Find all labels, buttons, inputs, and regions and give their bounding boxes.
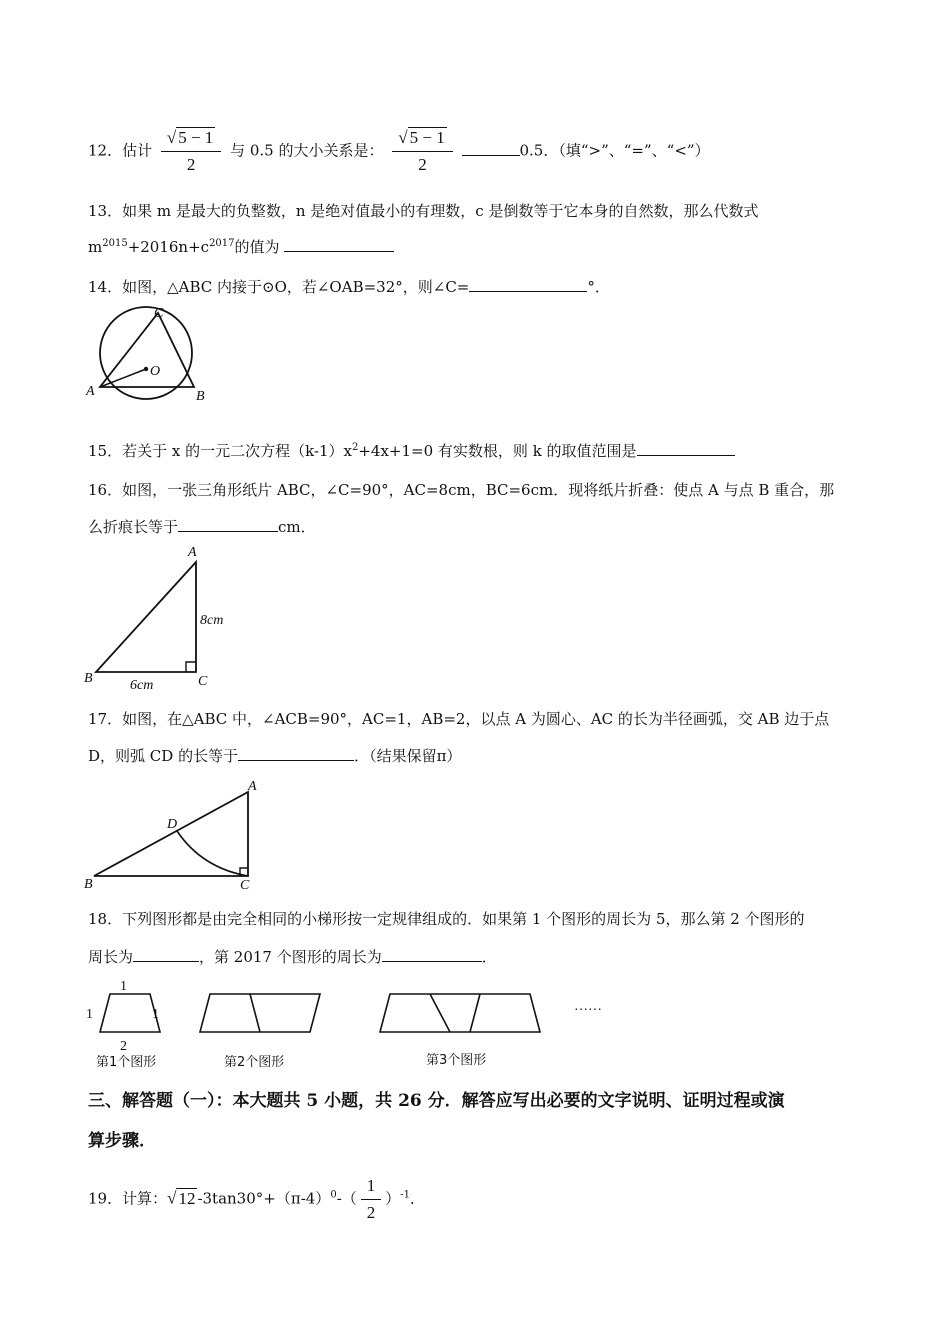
question-18: 18．下列图形都是由完全相同的小梯形按一定规律组成的．如果第 1 个图形的周长为 5，那么第 2 个图形的 (88, 910, 805, 928)
q18-text1: 周长为 (88, 948, 134, 966)
question-19: 19．计算：√ 12 $-3\tan 30^\circ+(\pi-4)^0-$（ $\frac{1}{2}$ ）$^{-1}$． (88, 1176, 426, 1222)
q19-exp: -1 (400, 1189, 411, 1201)
fraction-2: $\frac{√ 5 - 1}{2}$ (392, 128, 452, 175)
q19-close: ） (385, 1189, 401, 1208)
q15-exp: 2 (351, 442, 359, 453)
center-point (144, 367, 148, 371)
label-ac: 8cm (200, 613, 224, 628)
label-c: C (198, 674, 208, 689)
section-3-heading-line2: 算步骤． (88, 1131, 156, 1151)
figure-3 (380, 994, 540, 1032)
q13-tail: 的值为 (234, 238, 280, 256)
figure-q18 (84, 974, 624, 1076)
q19-mid: -3tan30°+（π-4） (197, 1189, 331, 1208)
q16-tail: cm． (278, 518, 316, 536)
answer-blank[interactable] (637, 441, 735, 456)
q19-radicand: 12 (178, 1188, 196, 1208)
q19-frac-num: 1 (361, 1176, 382, 1200)
q17-tail: ．（结果保留π） (354, 747, 462, 765)
caption-2: 第2个图形 (224, 1055, 285, 1070)
q12-label: 12．估计 (88, 141, 153, 160)
question-14 (88, 276, 610, 297)
question-17-line2 (88, 745, 461, 766)
q19-end: ． (410, 1189, 426, 1208)
question-15 (88, 440, 735, 461)
answer-blank[interactable] (284, 237, 394, 252)
question-13-line2 (88, 236, 394, 257)
q19-fraction (361, 1176, 382, 1223)
label-b: B (196, 389, 205, 404)
q14-tail: °． (587, 278, 610, 296)
figure-3-divider-1 (430, 994, 450, 1032)
triangle-abc (100, 313, 194, 387)
label-a: A (86, 384, 95, 399)
fraction-2-denominator: 2 (418, 155, 427, 174)
q13-mid: +2016n+c (127, 238, 210, 256)
question-18-line2 (88, 946, 497, 967)
figure-q16 (84, 542, 244, 692)
fraction-1-denominator: 2 (186, 155, 196, 174)
fraction-2-numerator: 5 − 1 (409, 128, 445, 147)
section-3-heading: 三、解答题（一）：本大题共 5 小题，共 26 分．解答应写出必要的文字说明、证明过程或演 (88, 1091, 785, 1111)
figure-q14 (86, 305, 216, 405)
q12-text: 与 0.5 的大小关系是： (230, 141, 384, 160)
q12-tail: 0.5．（填“>”、“=”、“<”） (519, 141, 710, 160)
label-bottom: 2 (120, 1039, 127, 1054)
label-left: 1 (86, 1007, 93, 1022)
q19-minus: -（ (336, 1189, 357, 1208)
q13-exp2: 2017 (209, 238, 235, 249)
question-16-line2 (88, 516, 316, 537)
q15-tail: +4x+1=0 有实数根，则 k 的取值范围是 (358, 442, 637, 460)
q19-head: 19．计算： (88, 1189, 168, 1208)
figure-q17 (84, 776, 274, 896)
q18-tail: ． (481, 948, 497, 966)
label-b: B (84, 877, 93, 892)
figure-2-divider (250, 994, 260, 1032)
ellipsis: …… (574, 999, 602, 1014)
question-12 (88, 128, 710, 175)
arc-cd (177, 831, 248, 876)
q15-head: 15．若关于 x 的一元二次方程（k-1）x (88, 442, 352, 460)
question-17: 17．如图，在△ABC 中，∠ACB=90°，AC=1，AB=2，以点 A 为圆心、AC 的长为半径画弧，交 AB 边于点 (88, 710, 830, 728)
answer-blank-1[interactable] (133, 947, 199, 962)
question-16: 16．如图，一张三角形纸片 ABC，∠C=90°，AC=8cm，BC=6cm．现将纸片折叠：使点 A 与点 B 重合，那 (88, 481, 835, 499)
label-a: A (188, 545, 197, 560)
q13-exp1: 2015 (102, 238, 128, 249)
fraction-1: $\frac{√ 5 - 1}{2}$ (161, 128, 221, 175)
answer-blank[interactable] (462, 141, 520, 156)
caption-1: 第1个图形 (96, 1055, 157, 1070)
fraction-1-numerator: 5 − 1 (178, 128, 214, 147)
label-d: D (167, 817, 178, 832)
label-bc: 6cm (130, 678, 154, 693)
question-13: 13．如果 m 是最大的负整数，n 是绝对值最小的有理数，c 是倒数等于它本身的自然数，那么代数式 (88, 202, 759, 220)
answer-blank[interactable] (469, 277, 587, 292)
triangle-abc (96, 562, 196, 672)
answer-blank[interactable] (238, 746, 354, 761)
trapezoid-1 (100, 994, 160, 1032)
answer-blank[interactable] (178, 517, 278, 532)
caption-3: 第3个图形 (426, 1053, 487, 1068)
q13-m: m (88, 238, 103, 256)
q19-frac-den: 2 (366, 1203, 376, 1222)
q17-text: D，则弧 CD 的长等于 (88, 747, 239, 765)
answer-blank-2[interactable] (382, 947, 482, 962)
q14-text: 14．如图，△ABC 内接于⊙O，若∠OAB=32°，则∠C= (88, 278, 470, 296)
label-b: B (84, 671, 93, 686)
right-angle-mark (186, 662, 196, 672)
q19-exp0: 0 (330, 1189, 337, 1201)
label-a: A (248, 779, 257, 794)
label-top: 1 (120, 979, 127, 994)
triangle-abc (94, 792, 248, 876)
label-o: O (150, 364, 161, 379)
q16-text: 么折痕长等于 (88, 518, 179, 536)
label-c: C (154, 306, 164, 321)
label-right: 1 (152, 1007, 159, 1022)
label-c: C (240, 878, 250, 893)
figure-3-divider-2 (470, 994, 480, 1032)
q18-text2: ，第 2017 个图形的周长为 (199, 948, 382, 966)
figure-2 (200, 994, 320, 1032)
